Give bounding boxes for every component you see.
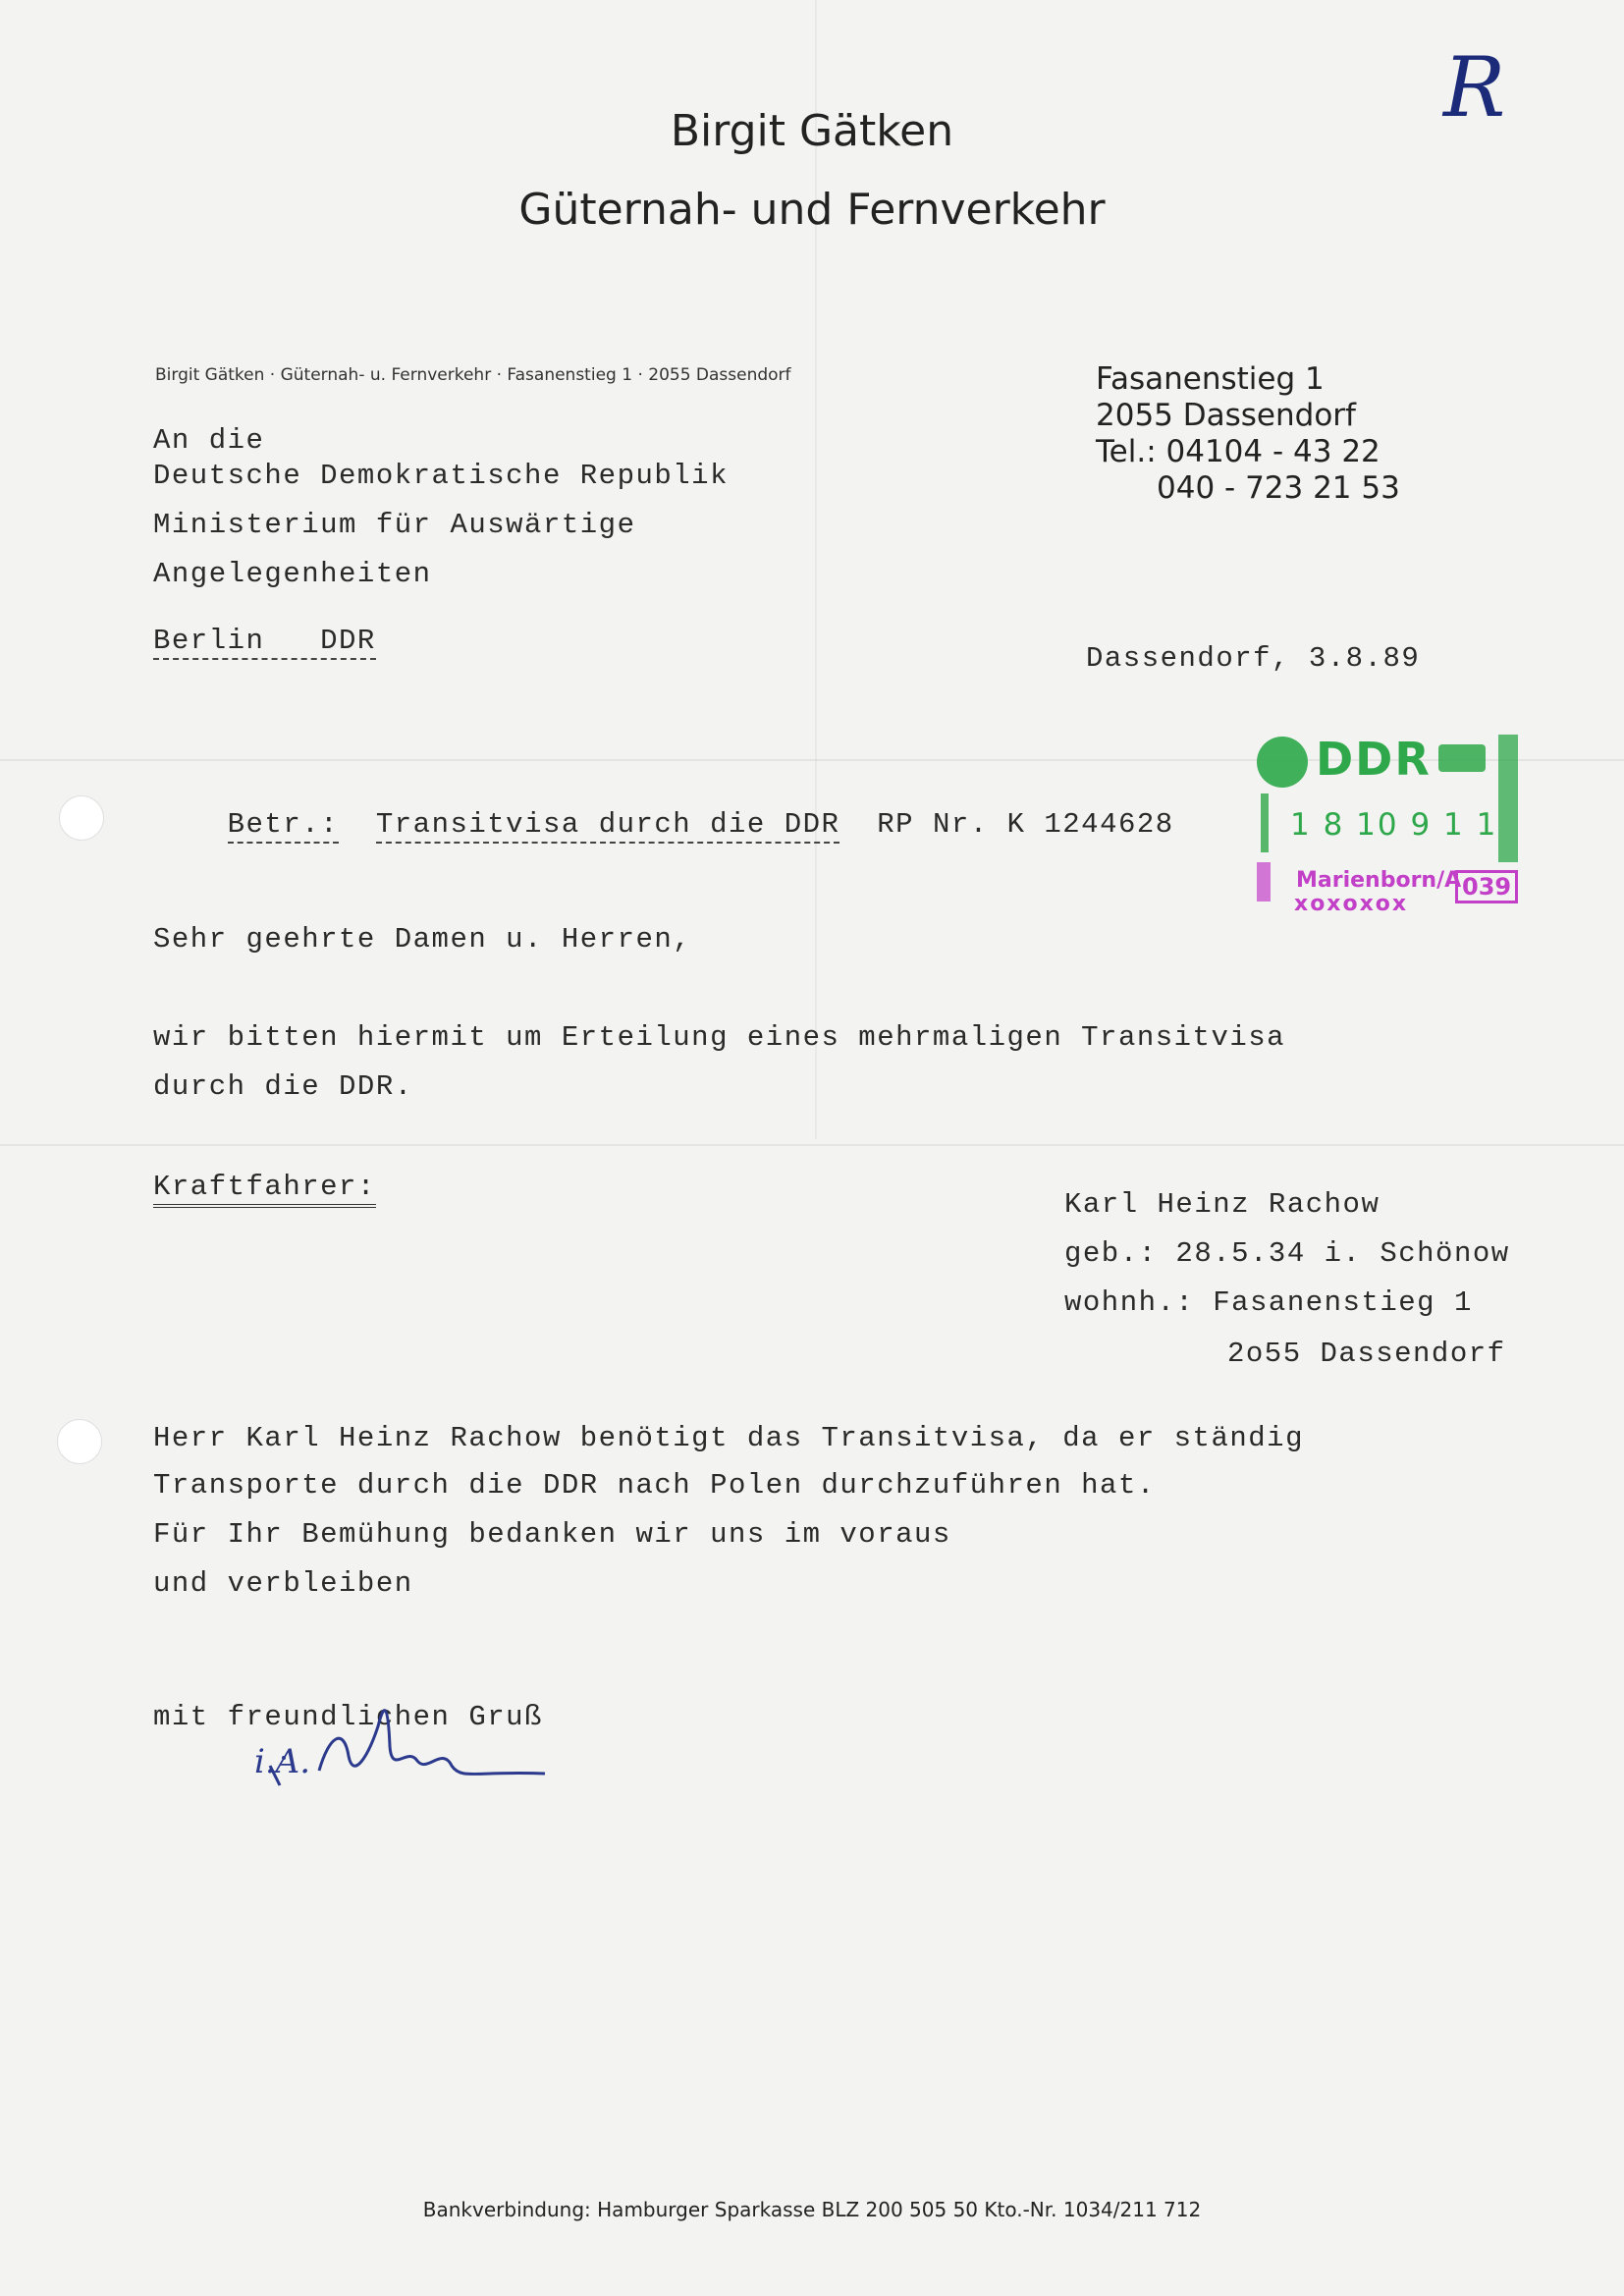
customs-stamp <box>1247 725 1542 921</box>
intro-line-2: durch die DDR. <box>153 1070 413 1103</box>
date-line: Dassendorf, 3.8.89 <box>1086 642 1421 675</box>
driver-address-2: 2o55 Dassendorf <box>1227 1338 1506 1370</box>
paper-fold <box>815 0 817 1139</box>
driver-heading: Kraftfahrer: <box>153 1171 376 1208</box>
stamp-place: Marienborn/A. <box>1296 868 1470 893</box>
body-line-1: Herr Karl Heinz Rachow benötigt das Transitvisa, da er ständig <box>153 1422 1304 1454</box>
recipient-line-2: Deutsche Demokratische Republik <box>153 460 729 492</box>
subject-line <box>153 776 1174 873</box>
corner-mark: R <box>1443 39 1506 136</box>
body-line-4: und verbleiben <box>153 1567 413 1600</box>
return-address-line: Birgit Gätken · Güternah- u. Fernverkehr · Fasanenstieg 1 · 2055 Dassendorf <box>155 365 791 385</box>
subject-label: Betr.: <box>228 808 339 844</box>
punch-hole <box>59 795 104 841</box>
driver-name: Karl Heinz Rachow <box>1064 1188 1380 1221</box>
sender-phone-2: 040 - 723 21 53 <box>1157 470 1400 506</box>
bank-footer: Bankverbindung: Hamburger Sparkasse BLZ 200 505 50 Kto.-Nr. 1034/211 712 <box>422 2198 1202 2221</box>
letterhead-business: Güternah- und Fernverkehr <box>518 185 1106 235</box>
letterhead-name: Birgit Gätken <box>670 106 954 156</box>
stamp-filler: xoxoxox <box>1294 892 1409 916</box>
recipient-line-1: An die <box>153 424 265 457</box>
paper-fold <box>0 1144 1624 1146</box>
recipient-line-4: Angelegenheiten <box>153 558 432 590</box>
recipient-city: Berlin DDR <box>153 625 376 660</box>
intro-line-1: wir bitten hiermit um Erteilung eines mehrmaligen Transitvisa <box>153 1021 1286 1054</box>
signature-ia: i.A. <box>254 1742 311 1781</box>
body-line-3: Für Ihr Bemühung bedanken wir uns im voraus <box>153 1518 951 1551</box>
punch-hole <box>57 1419 102 1464</box>
body-line-2: Transporte durch die DDR nach Polen durchzuführen hat. <box>153 1469 1156 1502</box>
driver-born: geb.: 28.5.34 i. Schönow <box>1064 1237 1510 1270</box>
subject-text: Transitvisa durch die DDR <box>376 808 840 844</box>
sender-street: Fasanenstieg 1 <box>1096 361 1325 397</box>
recipient-line-3: Ministerium für Auswärtige <box>153 509 636 541</box>
sender-phone-1: Tel.: 04104 - 43 22 <box>1096 434 1380 469</box>
signature <box>250 1687 565 1805</box>
salutation: Sehr geehrte Damen u. Herren, <box>153 923 692 956</box>
driver-address-1: wohnh.: Fasanenstieg 1 <box>1064 1286 1473 1319</box>
sender-address <box>1096 361 1400 507</box>
stamp-date: 1 8 10 9 1 1 <box>1290 807 1498 843</box>
sender-city: 2055 Dassendorf <box>1096 398 1356 433</box>
stamp-number: 039 <box>1455 870 1518 903</box>
stamp-country: DDR <box>1316 733 1432 786</box>
subject-ref: RP Nr. K 1244628 <box>877 808 1174 841</box>
closing: mit freundlichen Gruß <box>153 1701 543 1733</box>
